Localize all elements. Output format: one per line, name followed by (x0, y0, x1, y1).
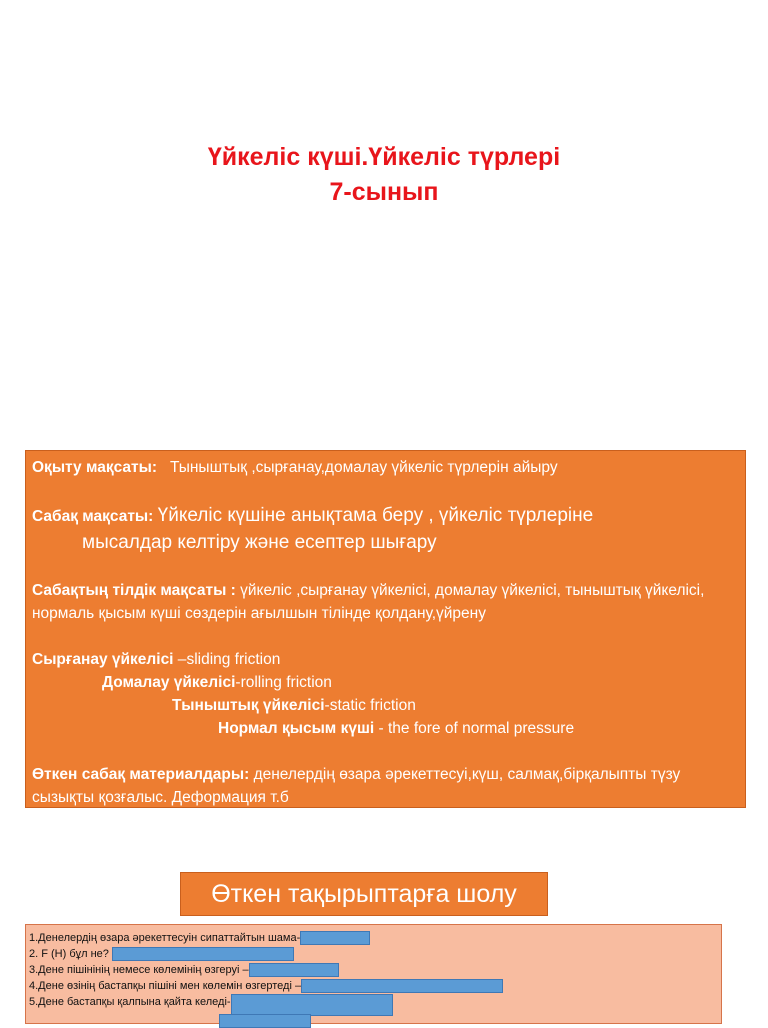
answer-blank[interactable] (112, 947, 294, 961)
term-kazakh: Нормал қысым күші (218, 720, 375, 737)
term-english: sliding friction (186, 651, 281, 668)
prior-material-label: Өткен сабақ материалдары: (32, 766, 250, 783)
prior-material-text: денелердің өзара әрекеттесуі,күш, салмақ,бірқалыпты түзу сызықты қозғалыс. Деформация т.б (32, 766, 681, 806)
quiz-question-text: 5.Дене бастапқы қалпына қайта келеді- (29, 996, 231, 1008)
language-objective-label: Сабақтың тілдік мақсаты : (32, 582, 236, 599)
term-row (32, 671, 739, 694)
term-separator: – (173, 651, 187, 668)
review-heading: Өткен тақырыптарға шолу (180, 872, 548, 916)
lesson-objective-label: Сабақ мақсаты: (32, 508, 154, 525)
term-kazakh: Сырғанау үйкелісі (32, 651, 174, 668)
quiz-question-text: 3.Дене пішінінің немесе көлемінің өзгеруі – (29, 964, 249, 976)
term-kazakh: Тыныштық үйкелісі (172, 697, 325, 714)
term-separator: - (235, 674, 241, 691)
term-row (32, 648, 739, 671)
term-separator: - (374, 720, 388, 737)
prior-material (32, 763, 739, 809)
quiz-question-text: 4.Дене өзінің бастапқы пішіні мен көлемін өзгертеді – (29, 980, 302, 992)
learning-objective-text: Тыныштық ,сырғанау,домалау үйкеліс түрлерін айыру (169, 459, 558, 476)
term-english: the fore of normal pressure (387, 720, 575, 737)
term-kazakh: Домалау үйкелісі (102, 674, 236, 691)
term-separator: - (324, 697, 330, 714)
answer-blank[interactable] (249, 963, 339, 977)
learning-objective-label: Оқыту мақсаты: (32, 459, 158, 476)
language-objective-text: үйкеліс ,сырғанау үйкелісі, домалау үйкелісі, тыныштық үйкелісі, нормаль қысым күші сөздерін ағылшын тілінде қолдану,үйрену (32, 582, 705, 622)
answer-blank[interactable] (301, 979, 503, 993)
learning-objective (32, 456, 739, 479)
quiz-question-text: 1.Денелердің өзара әрекеттесуін сипаттайтын шама- (29, 932, 301, 944)
term-english: rolling friction (240, 674, 332, 691)
lesson-objective-text-1: Үйкеліс күшіне анықтама беру , үйкеліс түрлеріне (157, 505, 594, 526)
quiz-question (29, 962, 718, 978)
title-line-1: Үйкеліс күші.Үйкеліс түрлері (207, 143, 561, 171)
term-row (32, 717, 739, 740)
quiz-question-text: 2. F (Н) бұл не? (29, 948, 109, 960)
slide-title (0, 140, 768, 210)
lesson-objective-text-2: мысалдар келтіру және есептер шығару (82, 532, 437, 553)
quiz-question (29, 946, 718, 962)
quiz-question (29, 978, 718, 994)
lesson-objective (32, 502, 739, 529)
answer-blank[interactable] (231, 994, 393, 1016)
quiz-question (29, 994, 718, 1010)
answer-blank[interactable] (300, 931, 370, 945)
answer-blank[interactable] (219, 1014, 311, 1028)
title-line-2: 7-сынып (329, 178, 439, 206)
review-quiz-box (25, 924, 722, 1024)
term-english: static friction (329, 697, 416, 714)
language-objective (32, 579, 739, 625)
quiz-question (29, 930, 718, 946)
term-row (32, 694, 739, 717)
objectives-box (25, 450, 746, 808)
